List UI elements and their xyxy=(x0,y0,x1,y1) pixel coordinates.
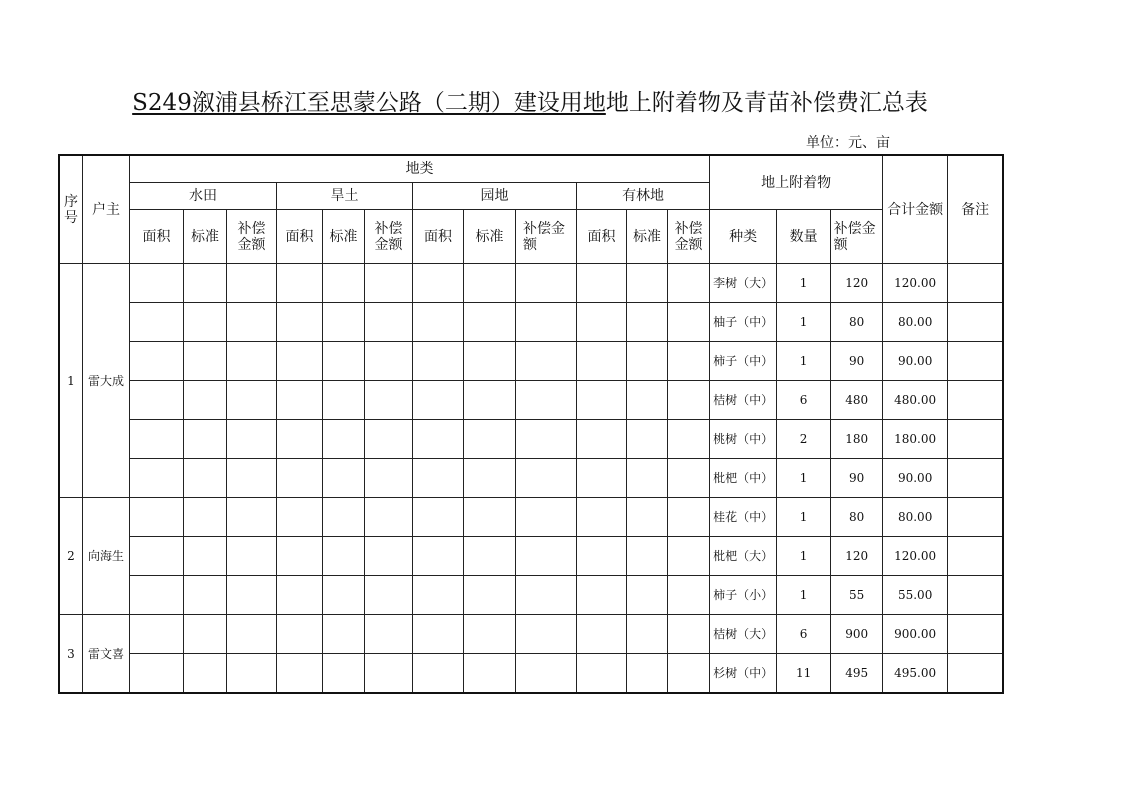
cell-remark xyxy=(948,342,1003,381)
cell-empty xyxy=(413,498,464,537)
header-remark: 备注 xyxy=(948,156,1003,264)
cell-qty: 6 xyxy=(777,615,831,654)
cell-amount: 120 xyxy=(831,264,883,303)
cell-empty xyxy=(464,342,516,381)
cell-empty xyxy=(323,264,365,303)
header-attachments: 地上附着物 xyxy=(710,156,883,210)
cell-qty: 1 xyxy=(777,537,831,576)
header-qty: 数量 xyxy=(777,210,831,264)
header-total: 合计金额 xyxy=(883,156,948,264)
table-row xyxy=(60,537,1003,576)
cell-empty xyxy=(577,420,627,459)
cell-amount: 55 xyxy=(831,576,883,615)
table-row xyxy=(60,615,1003,654)
compensation-table xyxy=(59,155,1003,693)
cell-empty xyxy=(668,498,710,537)
cell-empty xyxy=(365,576,413,615)
cell-empty xyxy=(277,615,323,654)
cell-empty xyxy=(627,459,668,498)
cell-empty xyxy=(627,498,668,537)
cell-total: 900.00 xyxy=(883,615,948,654)
cell-remark xyxy=(948,537,1003,576)
cell-empty xyxy=(277,303,323,342)
header-forest-standard: 标准 xyxy=(627,210,668,264)
cell-empty xyxy=(464,264,516,303)
cell-empty xyxy=(577,615,627,654)
cell-kind: 柿子（小） xyxy=(710,576,777,615)
cell-empty xyxy=(184,654,227,693)
cell-remark xyxy=(948,576,1003,615)
cell-qty: 1 xyxy=(777,459,831,498)
cell-seq: 2 xyxy=(60,498,83,615)
cell-empty xyxy=(184,264,227,303)
cell-empty xyxy=(516,537,577,576)
cell-kind: 枇杷（中） xyxy=(710,459,777,498)
cell-empty xyxy=(323,615,365,654)
cell-empty xyxy=(227,615,277,654)
header-garden-area: 面积 xyxy=(413,210,464,264)
table-row xyxy=(60,498,1003,537)
table-body xyxy=(60,264,1003,693)
cell-empty xyxy=(365,654,413,693)
cell-kind: 桔树（中） xyxy=(710,381,777,420)
cell-qty: 2 xyxy=(777,420,831,459)
cell-empty xyxy=(413,459,464,498)
cell-empty xyxy=(464,498,516,537)
cell-seq: 3 xyxy=(60,615,83,693)
header-dry: 旱土 xyxy=(277,183,413,210)
cell-qty: 1 xyxy=(777,576,831,615)
cell-empty xyxy=(277,576,323,615)
cell-empty xyxy=(227,264,277,303)
cell-empty xyxy=(277,459,323,498)
cell-empty xyxy=(130,264,184,303)
cell-empty xyxy=(627,303,668,342)
cell-empty xyxy=(323,459,365,498)
cell-empty xyxy=(227,342,277,381)
cell-kind: 桂花（中） xyxy=(710,498,777,537)
cell-empty xyxy=(516,498,577,537)
cell-empty xyxy=(413,420,464,459)
cell-empty xyxy=(668,615,710,654)
header-forest: 有林地 xyxy=(577,183,710,210)
cell-empty xyxy=(413,264,464,303)
cell-empty xyxy=(227,459,277,498)
cell-amount: 900 xyxy=(831,615,883,654)
cell-amount: 180 xyxy=(831,420,883,459)
cell-empty xyxy=(464,459,516,498)
cell-empty xyxy=(627,537,668,576)
cell-empty xyxy=(413,615,464,654)
table-row xyxy=(60,342,1003,381)
header-seq: 序号 xyxy=(60,156,83,264)
cell-empty xyxy=(577,381,627,420)
cell-empty xyxy=(464,420,516,459)
cell-empty xyxy=(627,420,668,459)
table-row xyxy=(60,459,1003,498)
cell-empty xyxy=(668,420,710,459)
cell-amount: 80 xyxy=(831,303,883,342)
cell-remark xyxy=(948,264,1003,303)
cell-empty xyxy=(184,342,227,381)
cell-qty: 1 xyxy=(777,342,831,381)
cell-empty xyxy=(464,576,516,615)
cell-empty xyxy=(130,537,184,576)
cell-empty xyxy=(323,576,365,615)
cell-empty xyxy=(277,654,323,693)
cell-empty xyxy=(130,459,184,498)
cell-empty xyxy=(130,576,184,615)
header-paddy: 水田 xyxy=(130,183,277,210)
header-paddy-amount: 补偿金额 xyxy=(227,210,277,264)
cell-qty: 6 xyxy=(777,381,831,420)
cell-kind: 柚子（中） xyxy=(710,303,777,342)
cell-empty xyxy=(277,420,323,459)
cell-empty xyxy=(464,537,516,576)
cell-total: 55.00 xyxy=(883,576,948,615)
cell-remark xyxy=(948,381,1003,420)
cell-amount: 480 xyxy=(831,381,883,420)
cell-kind: 枇杷（大） xyxy=(710,537,777,576)
cell-kind: 桃树（中） xyxy=(710,420,777,459)
document-title xyxy=(0,84,1060,117)
cell-amount: 80 xyxy=(831,498,883,537)
cell-empty xyxy=(627,342,668,381)
cell-owner: 向海生 xyxy=(83,498,130,615)
header-land-type: 地类 xyxy=(130,156,710,183)
cell-empty xyxy=(464,381,516,420)
cell-total: 480.00 xyxy=(883,381,948,420)
cell-empty xyxy=(627,264,668,303)
cell-empty xyxy=(277,342,323,381)
table-row xyxy=(60,303,1003,342)
cell-empty xyxy=(516,654,577,693)
cell-empty xyxy=(577,537,627,576)
cell-empty xyxy=(227,498,277,537)
cell-empty xyxy=(130,654,184,693)
cell-remark xyxy=(948,303,1003,342)
cell-remark xyxy=(948,615,1003,654)
cell-empty xyxy=(516,459,577,498)
cell-owner: 雷文喜 xyxy=(83,615,130,693)
cell-empty xyxy=(668,459,710,498)
cell-empty xyxy=(668,576,710,615)
cell-empty xyxy=(516,381,577,420)
cell-remark xyxy=(948,420,1003,459)
cell-empty xyxy=(577,459,627,498)
header-dry-area: 面积 xyxy=(277,210,323,264)
cell-total: 120.00 xyxy=(883,264,948,303)
cell-empty xyxy=(227,420,277,459)
cell-empty xyxy=(577,342,627,381)
cell-remark xyxy=(948,498,1003,537)
cell-empty xyxy=(627,654,668,693)
header-garden-amount: 补偿金额 xyxy=(516,210,577,264)
cell-empty xyxy=(184,303,227,342)
cell-empty xyxy=(516,615,577,654)
cell-empty xyxy=(227,537,277,576)
cell-empty xyxy=(323,654,365,693)
cell-remark xyxy=(948,654,1003,693)
cell-kind: 桔树（大） xyxy=(710,615,777,654)
cell-total: 495.00 xyxy=(883,654,948,693)
cell-qty: 1 xyxy=(777,264,831,303)
cell-empty xyxy=(184,498,227,537)
cell-empty xyxy=(184,615,227,654)
cell-total: 120.00 xyxy=(883,537,948,576)
cell-empty xyxy=(668,264,710,303)
cell-empty xyxy=(184,576,227,615)
cell-empty xyxy=(130,498,184,537)
cell-empty xyxy=(227,381,277,420)
cell-seq: 1 xyxy=(60,264,83,498)
cell-kind: 柿子（中） xyxy=(710,342,777,381)
header-garden-standard: 标准 xyxy=(464,210,516,264)
cell-empty xyxy=(323,342,365,381)
cell-empty xyxy=(516,576,577,615)
cell-empty xyxy=(277,537,323,576)
cell-empty xyxy=(413,537,464,576)
table-row xyxy=(60,654,1003,693)
cell-empty xyxy=(577,498,627,537)
cell-amount: 120 xyxy=(831,537,883,576)
cell-amount: 90 xyxy=(831,342,883,381)
cell-empty xyxy=(577,576,627,615)
cell-remark xyxy=(948,459,1003,498)
cell-empty xyxy=(464,615,516,654)
cell-empty xyxy=(413,303,464,342)
cell-empty xyxy=(577,303,627,342)
cell-empty xyxy=(413,381,464,420)
title-rest-part: 地上附着物及青苗补偿费汇总表 xyxy=(605,90,928,116)
cell-empty xyxy=(323,537,365,576)
header-attach-amount: 补偿金额 xyxy=(831,210,883,264)
cell-total: 80.00 xyxy=(883,303,948,342)
cell-empty xyxy=(577,264,627,303)
cell-empty xyxy=(516,303,577,342)
cell-empty xyxy=(365,537,413,576)
cell-empty xyxy=(627,615,668,654)
header-paddy-area: 面积 xyxy=(130,210,184,264)
header-kind: 种类 xyxy=(710,210,777,264)
cell-empty xyxy=(413,342,464,381)
cell-empty xyxy=(323,381,365,420)
cell-total: 80.00 xyxy=(883,498,948,537)
header-garden: 园地 xyxy=(413,183,577,210)
cell-empty xyxy=(227,576,277,615)
cell-amount: 495 xyxy=(831,654,883,693)
cell-empty xyxy=(184,420,227,459)
cell-empty xyxy=(277,498,323,537)
cell-empty xyxy=(668,342,710,381)
table-row xyxy=(60,264,1003,303)
cell-empty xyxy=(668,381,710,420)
cell-empty xyxy=(365,303,413,342)
cell-qty: 1 xyxy=(777,498,831,537)
cell-empty xyxy=(227,654,277,693)
cell-kind: 杉树（中） xyxy=(710,654,777,693)
table-row xyxy=(60,420,1003,459)
cell-empty xyxy=(365,459,413,498)
cell-owner: 雷大成 xyxy=(83,264,130,498)
cell-empty xyxy=(365,342,413,381)
cell-empty xyxy=(668,654,710,693)
cell-empty xyxy=(365,381,413,420)
title-underlined-part: S249溆浦县桥江至思蒙公路（二期）建设用地 xyxy=(132,90,606,116)
cell-qty: 11 xyxy=(777,654,831,693)
cell-empty xyxy=(130,420,184,459)
cell-empty xyxy=(277,264,323,303)
table-row xyxy=(60,576,1003,615)
header-forest-amount: 补偿金额 xyxy=(668,210,710,264)
header-paddy-standard: 标准 xyxy=(184,210,227,264)
cell-amount: 90 xyxy=(831,459,883,498)
header-dry-standard: 标准 xyxy=(323,210,365,264)
cell-empty xyxy=(413,576,464,615)
cell-qty: 1 xyxy=(777,303,831,342)
cell-empty xyxy=(627,381,668,420)
cell-empty xyxy=(365,420,413,459)
cell-total: 90.00 xyxy=(883,342,948,381)
cell-empty xyxy=(130,342,184,381)
cell-empty xyxy=(323,303,365,342)
cell-empty xyxy=(130,303,184,342)
cell-empty xyxy=(130,381,184,420)
cell-empty xyxy=(227,303,277,342)
cell-empty xyxy=(277,381,323,420)
cell-empty xyxy=(184,537,227,576)
cell-empty xyxy=(365,498,413,537)
cell-empty xyxy=(668,537,710,576)
cell-empty xyxy=(577,654,627,693)
cell-empty xyxy=(184,459,227,498)
cell-empty xyxy=(464,654,516,693)
header-owner: 户主 xyxy=(83,156,130,264)
cell-empty xyxy=(627,576,668,615)
cell-empty xyxy=(668,303,710,342)
table-row xyxy=(60,381,1003,420)
cell-empty xyxy=(516,342,577,381)
cell-empty xyxy=(413,654,464,693)
cell-empty xyxy=(365,615,413,654)
cell-total: 90.00 xyxy=(883,459,948,498)
cell-empty xyxy=(184,381,227,420)
cell-kind: 李树（大） xyxy=(710,264,777,303)
cell-empty xyxy=(365,264,413,303)
cell-total: 180.00 xyxy=(883,420,948,459)
unit-label: 单位：元、亩 xyxy=(806,135,890,151)
cell-empty xyxy=(130,615,184,654)
header-forest-area: 面积 xyxy=(577,210,627,264)
cell-empty xyxy=(323,498,365,537)
header-dry-amount: 补偿金额 xyxy=(365,210,413,264)
cell-empty xyxy=(516,264,577,303)
cell-empty xyxy=(516,420,577,459)
cell-empty xyxy=(323,420,365,459)
cell-empty xyxy=(464,303,516,342)
